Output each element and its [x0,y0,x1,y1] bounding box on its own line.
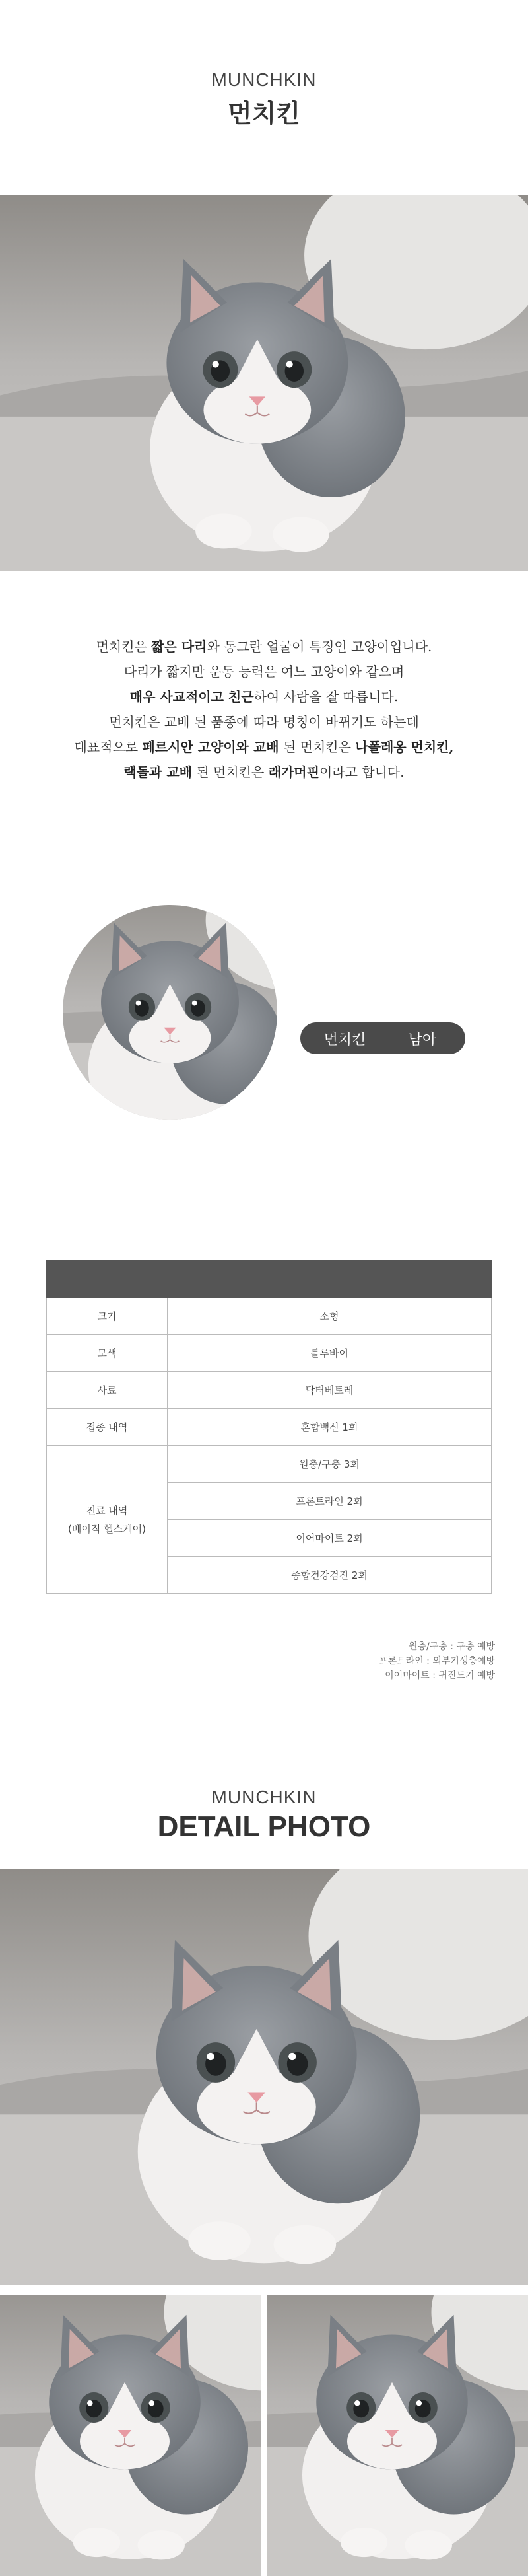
table-row [47,1335,492,1372]
breed-description [0,634,528,785]
table-row [47,1409,492,1446]
care-item: 종합건강검진 2회 [168,1557,492,1594]
description-text: 먼치킨은 교배 된 품종에 따라 명칭이 바뀌기도 하는데 [109,714,419,730]
detail-header [0,1787,528,1843]
pet-sex: 남아 [408,1031,437,1048]
row-label: 사료 [47,1372,168,1409]
description-highlight: 매우 사교적이고 친근 [129,689,254,705]
profile-photo [63,905,277,1120]
row-label: 접종 내역 [47,1409,168,1446]
description-highlight: 래가머핀 [268,764,319,780]
info-table [46,1260,492,1594]
care-item: 이어마이트 2회 [168,1520,492,1557]
description-text: 된 먼치킨은 [191,764,269,780]
description-line [0,634,528,659]
row-value: 소형 [168,1298,492,1335]
description-line [0,659,528,684]
name-badge [300,1022,465,1054]
care-label-sub: (베이직 헬스케어) [68,1522,146,1535]
footnote-line: 프론트라인 : 외부기생충예방 [379,1656,495,1666]
row-label: 크기 [47,1298,168,1335]
detail-title: DETAIL PHOTO [157,1810,371,1843]
description-text: 다리가 짧지만 운동 능력은 여느 고양이와 같으며 [123,664,405,680]
detail-photo-large [0,1869,528,2285]
description-text: 와 동그란 얼굴이 특징인 고양이입니다. [207,639,432,655]
description-line [0,709,528,734]
description-text: 먼치킨은 [96,639,152,655]
breed-title: 먼치킨 [227,99,301,128]
pet-name: 먼치킨 [323,1031,366,1048]
table-row [47,1298,492,1335]
description-highlight: 페르시안 고양이와 교배 [142,739,279,755]
care-label [47,1446,168,1594]
care-item: 프론트라인 2회 [168,1483,492,1520]
breed-eyebrow: MUNCHKIN [211,69,317,90]
table-row [47,1446,492,1483]
row-value: 혼합백신 1회 [168,1409,492,1446]
description-text: 된 먼치킨은 [279,739,356,755]
detail-photo-right [267,2295,528,2576]
description-highlight: 랙돌과 교배 [123,764,192,780]
description-text: 이라고 합니다. [319,764,405,780]
detail-eyebrow: MUNCHKIN [211,1787,317,1807]
detail-photo-left [0,2295,261,2576]
description-highlight: 나폴레옹 먼치킨, [355,739,454,755]
table-row [47,1372,492,1409]
footnote-line: 이어마이트 : 귀진드기 예방 [385,1670,495,1681]
care-item: 원충/구충 3회 [168,1446,492,1483]
table-header-row [47,1261,492,1298]
description-text: 하여 사람을 잘 따릅니다. [253,689,399,705]
care-label-main: 진료 내역 [86,1504,128,1517]
row-value: 닥터베토레 [168,1372,492,1409]
description-text: 대표적으로 [74,739,143,755]
footnotes [379,1639,495,1683]
footnote-line: 원충/구충 : 구충 예방 [409,1641,495,1652]
row-value: 블루바이 [168,1335,492,1372]
row-label: 모색 [47,1335,168,1372]
page-header [0,69,528,129]
description-line [0,734,528,760]
description-line [0,684,528,709]
description-line [0,760,528,785]
description-highlight: 짧은 다리 [151,639,207,655]
hero-photo [0,195,528,571]
